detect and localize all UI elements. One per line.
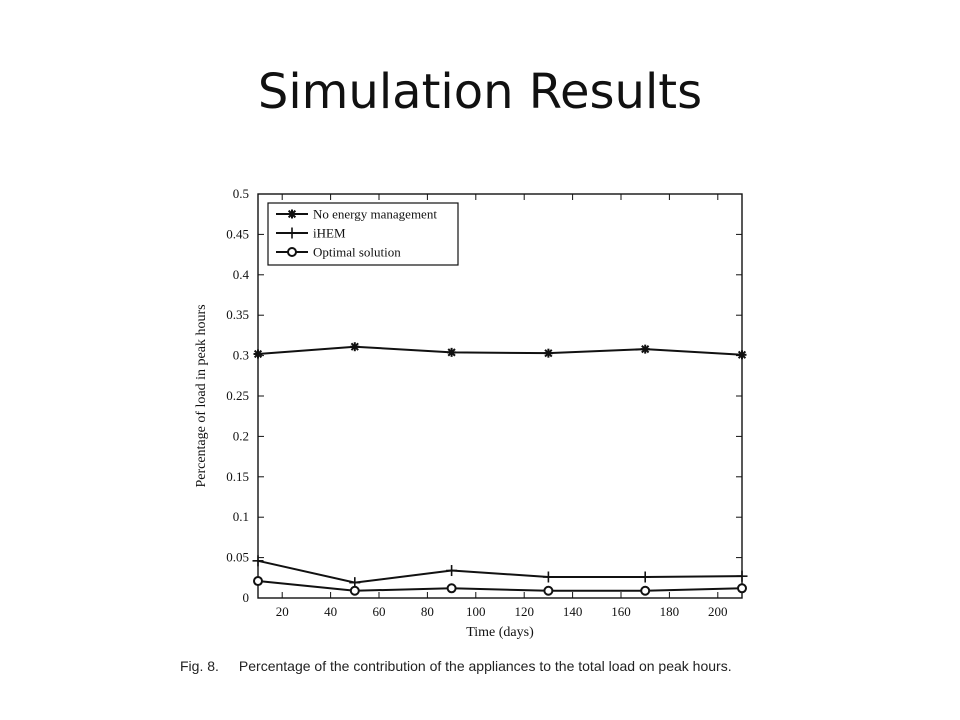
x-tick-label: 120 xyxy=(514,604,534,619)
y-tick-label: 0.35 xyxy=(226,307,249,323)
marker-circle xyxy=(641,587,649,595)
y-axis-label: Percentage of load in peak hours xyxy=(194,304,209,488)
x-tick-label: 160 xyxy=(611,604,631,619)
figure-caption xyxy=(180,658,780,674)
y-tick-label: 0.3 xyxy=(232,347,249,363)
data-point-circle xyxy=(544,587,552,595)
legend xyxy=(268,203,458,265)
data-point-asterisk xyxy=(544,349,553,358)
data-point-plus xyxy=(446,565,457,576)
x-tick-label: 200 xyxy=(708,604,728,619)
data-point-circle xyxy=(254,577,262,585)
data-point-asterisk xyxy=(447,348,456,357)
y-tick-label: 0.45 xyxy=(226,226,249,242)
y-tick-label: 0.5 xyxy=(232,186,249,201)
data-point-circle xyxy=(641,587,649,595)
data-point-plus xyxy=(640,571,651,582)
legend-entry-label: iHEM xyxy=(313,225,346,241)
data-point-plus xyxy=(543,571,554,582)
data-point-asterisk xyxy=(738,350,747,359)
data-point-circle xyxy=(288,248,296,256)
marker-circle xyxy=(448,584,456,592)
y-tick-label: 0.4 xyxy=(232,266,249,282)
caption-label: Fig. 8. xyxy=(180,658,219,674)
data-point-asterisk xyxy=(254,349,263,358)
x-tick-label: 180 xyxy=(659,604,680,619)
y-tick-label: 0.1 xyxy=(232,509,249,525)
marker-circle xyxy=(288,248,296,256)
data-point-circle xyxy=(448,584,456,592)
marker-circle xyxy=(738,584,746,592)
x-tick-label: 80 xyxy=(420,604,434,619)
data-point-asterisk xyxy=(641,345,650,354)
marker-circle xyxy=(254,577,262,585)
x-tick-label: 60 xyxy=(372,604,386,619)
x-tick-label: 100 xyxy=(466,604,486,619)
caption-text: Percentage of the contribution of the appliances to the total load on peak hours. xyxy=(238,658,732,674)
marker-circle xyxy=(544,587,552,595)
x-tick-label: 40 xyxy=(324,604,338,619)
y-tick-label: 0.05 xyxy=(226,549,249,565)
data-point-plus xyxy=(253,555,264,566)
x-tick-label: 20 xyxy=(275,604,289,619)
legend-entry-label: No energy management xyxy=(313,206,437,222)
x-tick-label: 140 xyxy=(562,604,583,619)
data-point-plus xyxy=(737,571,748,582)
data-point-asterisk xyxy=(288,210,297,219)
y-tick-label: 0.2 xyxy=(232,428,249,444)
data-point-asterisk xyxy=(350,342,359,351)
series-line-plus xyxy=(258,561,742,583)
y-tick-label: 0 xyxy=(242,590,249,605)
legend-entry-label: Optimal solution xyxy=(313,244,401,260)
data-point-circle xyxy=(351,587,359,595)
y-tick-label: 0.15 xyxy=(226,468,249,484)
marker-circle xyxy=(351,587,359,595)
series-layer xyxy=(253,342,748,595)
series-line-asterisk xyxy=(258,347,742,355)
y-tick-label: 0.25 xyxy=(226,388,249,403)
slide-title: Simulation Results xyxy=(257,64,703,120)
x-axis-label: Time (days) xyxy=(466,625,534,640)
series-line-circle xyxy=(258,581,742,591)
data-point-circle xyxy=(738,584,746,592)
